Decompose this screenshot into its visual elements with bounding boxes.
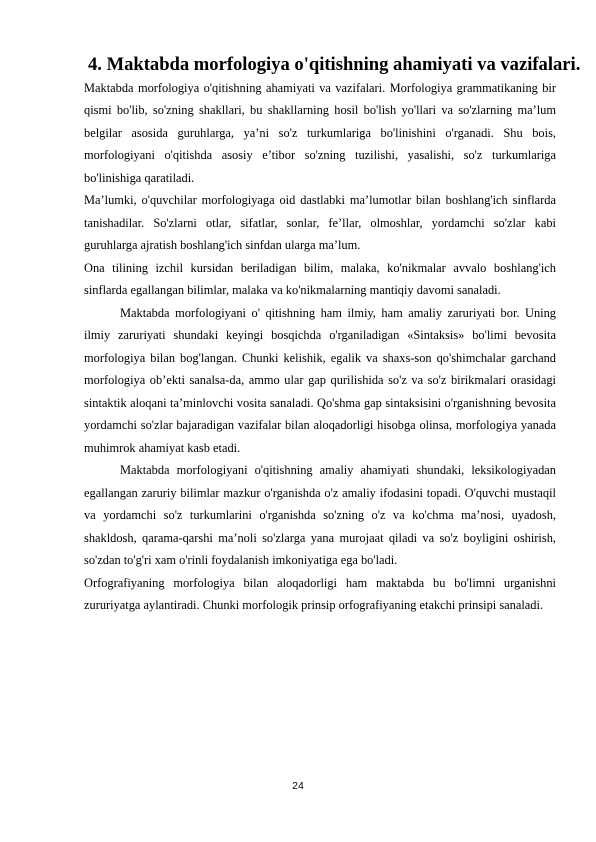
paragraph-1: Maktabda morfologiya o'qitishning ahamiyati va vazifalari. Morfologiya grammatikaning bir qismi bo'lib, so'zning shakllari, bu shakllarning hosil bo'lish yo'llari va so'zlarning ma’lum belgilar asosida guruhlarga, ya’ni so'z turkumlariga bo'linishini o'rganadi. Shu bois, morfologiyani o'qitishda asosiy e’tibor so'zning tuzilishi, yasalishi, so'z turkumlariga bo'linishiga qaratiladi.: [84, 80, 556, 185]
paragraph-5: Maktabda morfologiyani o'qitishning amaliy ahamiyati shundaki, leksikologiyadan egallangan zaruriy bilimlar mazkur o'rganishda o'z amaliy ifodasini topadi. O'quvchi mustaqil va yordamchi so'z turkumlarini o'rganishda so'zning o'z va ko'chma ma’nosi, uyadosh, shakldosh, qarama-qarshi ma’noli so'zlarga yana murojaat qiladi va so'z boyligini oshirish, so'zdan to'g'ri xam o'rinli foydalanish imkoniyatiga ega bo'ladi.: [84, 463, 556, 567]
document-body: [84, 54, 581, 617]
paragraph-6: Orfografiyaning morfologiya bilan aloqadorligi ham maktabda bu bo'limni urganishni zururiyatga aylantiradi. Chunki morfologik prinsip orfografiyaning etakchi prinsipi sanaladi.: [84, 575, 556, 612]
page-number: 24: [292, 780, 304, 792]
paragraph-4: Maktabda morfologiyani o' qitishning ham ilmiy, ham amaliy zaruriyati bor. Uning ilmiy zaruriyati shundaki keyingi bosqichda o'rganiladigan «Sintaksis» bo'limi bevosita morfologiya bilan bog'langan. Chunki kelishik, egalik va shaxs-son qo'shimchalar garchand morfologiya ob’ekti sanalsa-da, ammo ular gap qurilishida so'z va so'z birikmalari orasidagi sintaktik aloqani ta’minlovchi vosita sanaladi. Qo'shma gap sintaksisini o'rganishning bevosita yordamchi so'zlar bajaradigan vazifalar bilan aloqadorligi hisobga olinsa, morfologiya yanada muhimrok ahamiyat kasb etadi.: [84, 305, 556, 455]
paragraph-list: [84, 77, 556, 617]
section-heading: 4. Maktabda morfologiya o'qitishning ahamiyati va vazifalari.: [88, 54, 581, 75]
paragraph-3: Ona tilining izchil kursidan beriladigan bilim, malaka, ko'nikmalar avvalo boshlang'ich sinflarda egallangan bilimlar, malaka va ko'nikmalarning mantiqiy davomi sanaladi.: [84, 260, 556, 297]
paragraph-2: Ma’lumki, o'quvchilar morfologiyaga oid dastlabki ma’lumotlar bilan boshlang'ich sinflarda tanishadilar. So'zlarni otlar, sifatlar, sonlar, fe’llar, olmoshlar, yordamchi so'zlar kabi guruhlarga ajratish boshlang'ich sinfdan ularga ma’lum.: [84, 193, 556, 252]
